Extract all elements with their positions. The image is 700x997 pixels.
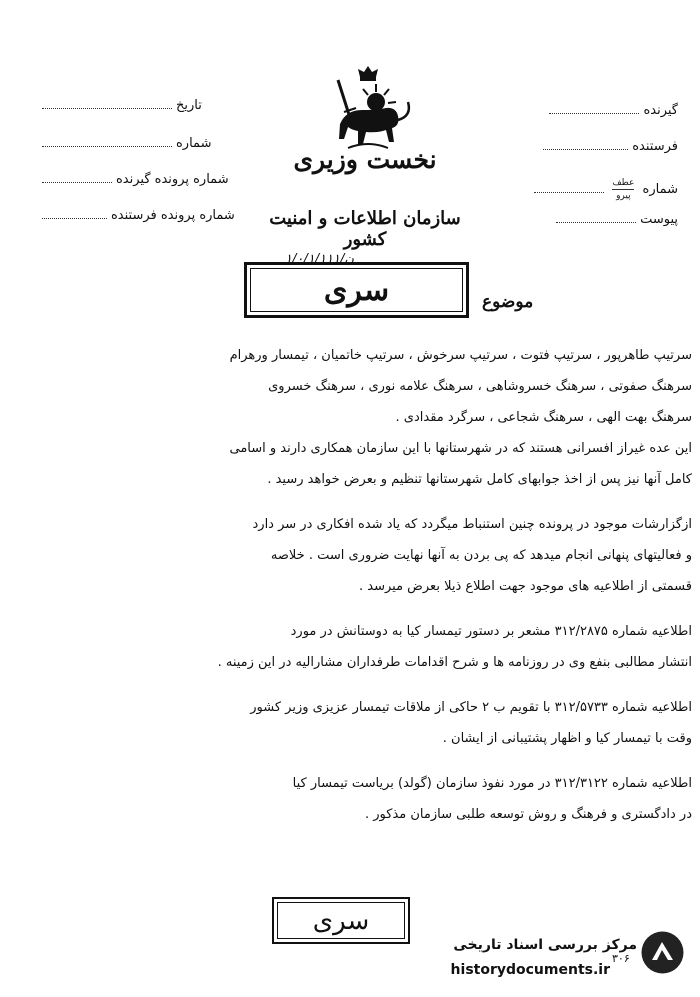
footer-classification-stamp: [272, 897, 410, 944]
sender-file-field: [42, 208, 235, 223]
body-line: سرهنگ صفوتی ، سرهنگ خسروشاهی ، سرهنگ علامه نوری ، سرهنگ خسروی: [268, 379, 692, 394]
footer-classification-text: سری: [312, 905, 370, 936]
date-label: تاریخ: [176, 98, 202, 113]
letter-body: [30, 340, 692, 830]
body-line: این عده غیراز افسرانی هستند که در شهرستانها با این سازمان همکاری دارند و اسامی: [229, 441, 692, 456]
number-field: [534, 177, 678, 202]
ref-sub-label: عطف: [612, 178, 635, 188]
followup-sub-label: پیرو: [616, 191, 631, 201]
body-line: کامل آنها نیز پس از اخذ جوابهای کامل شهرستانها تنظیم و بعرض خواهد رسید .: [267, 472, 692, 487]
org-title: نخست وزیری: [293, 145, 437, 174]
watermark-url[interactable]: historydocuments.ir: [450, 962, 610, 978]
watermark-name: مرکز بررسی اسناد تاریخی: [453, 937, 637, 953]
recipient-file-field: [42, 172, 229, 187]
attachment-label: پیوست: [640, 212, 678, 227]
page-mark: ۳۰۶: [612, 952, 630, 965]
reference-number: ن/۱/۰/۱/۱۱۱: [285, 252, 354, 267]
sender-file-label: شماره پرونده فرستنده: [111, 208, 235, 223]
number-label: شماره: [642, 182, 678, 197]
recipient-file-label: شماره پرونده گیرنده: [116, 172, 229, 187]
body-line: سرتیپ طاهرپور ، سرتیپ فتوت ، سرتیپ سرخوش ، سرتیپ خاتمیان ، تیمسار ورهرام: [229, 348, 692, 363]
date-field: [42, 98, 202, 113]
org-subtitle: سازمان اطلاعات و امنیت کشور: [269, 208, 461, 250]
body-line: و فعالیتهای پنهانی انجام میدهد که پی بردن به آنها نهایت ضروری است . خلاصه: [270, 548, 692, 563]
recipient-label: گیرنده: [643, 103, 678, 118]
body-line: در دادگستری و فرهنگ و روش توسعه طلبی سازمان مذکور .: [365, 807, 692, 822]
body-line: اطلاعیه شماره ۳۱۲/۳۱۲۲ در مورد نفوذ سازمان (گولد) بریاست تیمسار کیا: [292, 776, 692, 791]
body-line: قسمتی از اطلاعیه های موجود جهت اطلاع ذیلا بعرض میرسد .: [359, 579, 692, 594]
sender-label: فرستنده: [632, 139, 678, 154]
recipient-field: [549, 103, 678, 118]
number-sub: [612, 177, 634, 202]
doc-number-field: [42, 136, 211, 151]
body-line: اطلاعیه شماره ۳۱۲/۲۸۷۵ مشعر بر دستور تیمسار کیا به دوستانش در مورد: [290, 624, 692, 639]
body-line: وقت با تیمسار کیا و اظهار پشتیبانی از ایشان .: [442, 731, 692, 746]
body-line: سرهنگ بهت الهی ، سرهنگ شجاعی ، سرگرد مقدادی .: [395, 410, 692, 425]
doc-number-label: شماره: [176, 136, 212, 151]
subject-label: موضوع: [482, 292, 534, 312]
lion-and-sun-emblem-icon: [318, 62, 418, 154]
classification-stamp: [244, 262, 469, 318]
body-line: ازگزارشات موجود در پرونده چنین استنباط میگردد که یاد شده افکاری در سر دارد: [252, 517, 692, 532]
classification-text: سری: [323, 272, 390, 308]
attachment-field: [556, 212, 678, 227]
archive-logo-icon: [640, 930, 685, 975]
sender-field: [543, 139, 678, 154]
body-line: انتشار مطالبی بنفع وی در روزنامه ها و شرح اقدامات طرفداران مشارالیه در این زمینه .: [217, 655, 692, 670]
body-line: اطلاعیه شماره ۳۱۲/۵۷۳۳ با تقویم ب ۲ حاکی از ملاقات تیمسار عزیزی وزیر کشور: [250, 700, 692, 715]
